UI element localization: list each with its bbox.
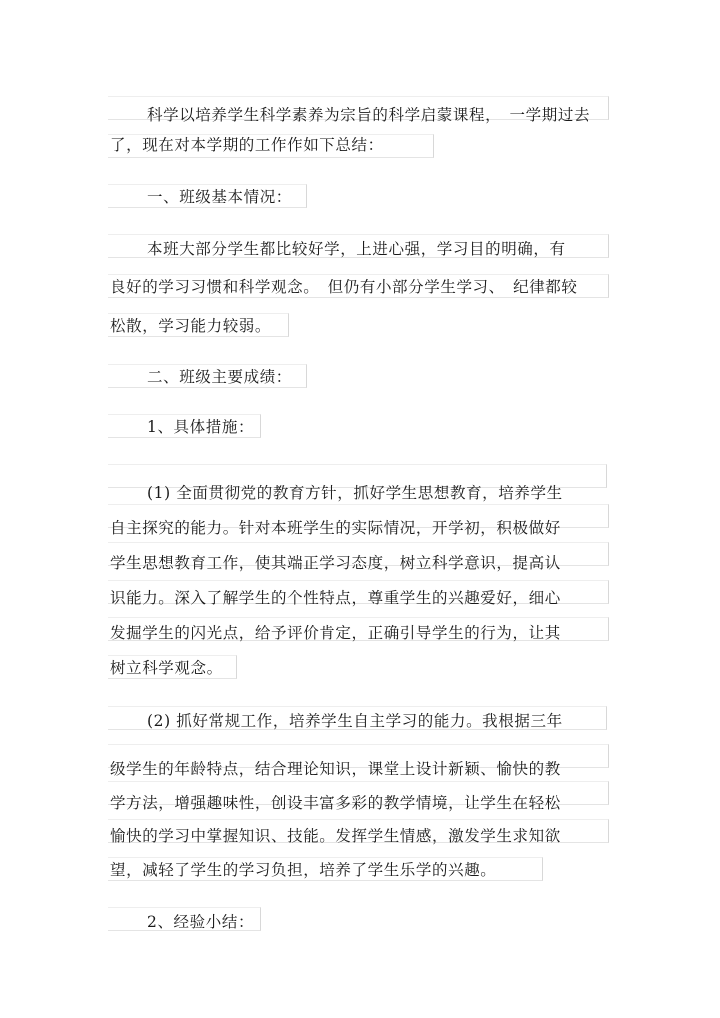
item-2-line: 望，减轻了学生的学习负担，培养了学生乐学的兴趣。: [110, 861, 497, 879]
paragraph-line: 本班大部分学生都比较好学，上进心强，学习目的明确，有: [147, 240, 566, 258]
subheading-measures: 1、具体措施：: [147, 418, 255, 436]
paragraph-line: 良好的学习习惯和科学观念。 但仍有小部分学生学习、 纪律都较: [110, 278, 578, 296]
item-1-line: 发掘学生的闪光点，给予评价肯定，正确引导学生的行为，让其: [110, 624, 561, 642]
paragraph-line: 松散，学习能力较弱。: [110, 317, 272, 335]
intro-line-2: 了，现在对本学期的工作作如下总结：: [110, 136, 384, 154]
item-1-line: 学生思想教育工作，使其端正学习态度，树立科学意识，提高认: [110, 554, 561, 572]
item-1-line: 树立科学观念。: [110, 659, 223, 677]
subheading-experience-summary: 2、经验小结：: [147, 913, 255, 931]
item-2-line: 学方法，增强趣味性，创设丰富多彩的教学情境，让学生在轻松: [110, 794, 561, 812]
section-heading-achievements: 二、班级主要成绩：: [147, 368, 292, 386]
item-1-line: 识能力。深入了解学生的个性特点，尊重学生的兴趣爱好，细心: [110, 589, 561, 607]
intro-line-1: 科学以培养学生科学素养为宗旨的科学启蒙课程， 一学期过去: [147, 106, 591, 124]
item-2-line: (2) 抓好常规工作，培养学生自主学习的能力。我根据三年: [147, 712, 563, 730]
item-1-line: 自主探究的能力。针对本班学生的实际情况，开学初，积极做好: [110, 519, 561, 537]
item-2-line: 级学生的年龄特点，结合理论知识，课堂上设计新颖、愉快的教: [110, 760, 561, 778]
item-2-line: 愉快的学习中掌握知识、技能。发挥学生情感，激发学生求知欲: [110, 827, 561, 845]
section-heading-basic-info: 一、班级基本情况：: [147, 188, 292, 206]
item-1-line: (1) 全面贯彻党的教育方针，抓好学生思想教育，培养学生: [147, 484, 563, 502]
